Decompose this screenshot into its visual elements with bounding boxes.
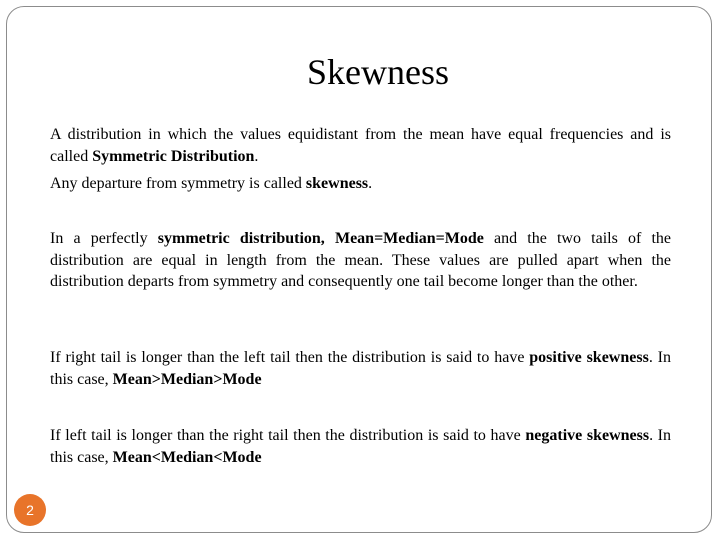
paragraph-text: . In this case, [50, 349, 671, 388]
bold-term: Symmetric Distribution [92, 147, 255, 165]
paragraph-text: . In this case, [50, 427, 672, 466]
paragraph-text: A distribution in which the values equidistant from the mean have equal frequencies and is called [50, 126, 671, 165]
bold-term: symmetric distribution, Mean=Median=Mode [157, 230, 484, 247]
paragraph-text: If left tail is longer than the right tail then the distribution is said to have [50, 427, 526, 444]
bold-term: Mean>Median>Mode [112, 370, 262, 388]
paragraph-negative-skewness [50, 425, 671, 468]
paragraph-skewness-definition [50, 173, 671, 195]
page-number-badge: 2 [14, 494, 46, 526]
paragraph-positive-skewness [50, 347, 671, 390]
bold-term: negative skewness [525, 427, 650, 444]
paragraph-text: Any departure from symmetry is called [50, 175, 306, 192]
paragraph-symmetric-definition [50, 124, 671, 167]
paragraph-text: and the two tails of the distribution are equal in length from the mean. These values are pulled apart when the distribution departs from symmetry and consequently one tail become longer than the other. [50, 230, 672, 290]
paragraph-text: . [254, 147, 259, 165]
paragraph-text: In a perfectly [50, 230, 158, 247]
bold-term: skewness [305, 175, 369, 192]
bold-term: positive skewness [529, 349, 649, 366]
paragraph-text: If right tail is longer than the left tail then the distribution is said to have [50, 349, 530, 366]
paragraph-symmetric-distribution [50, 228, 671, 293]
paragraph-text: . [368, 175, 373, 192]
slide-title: Skewness [307, 52, 449, 92]
bold-term: Mean<Median<Mode [112, 448, 262, 466]
